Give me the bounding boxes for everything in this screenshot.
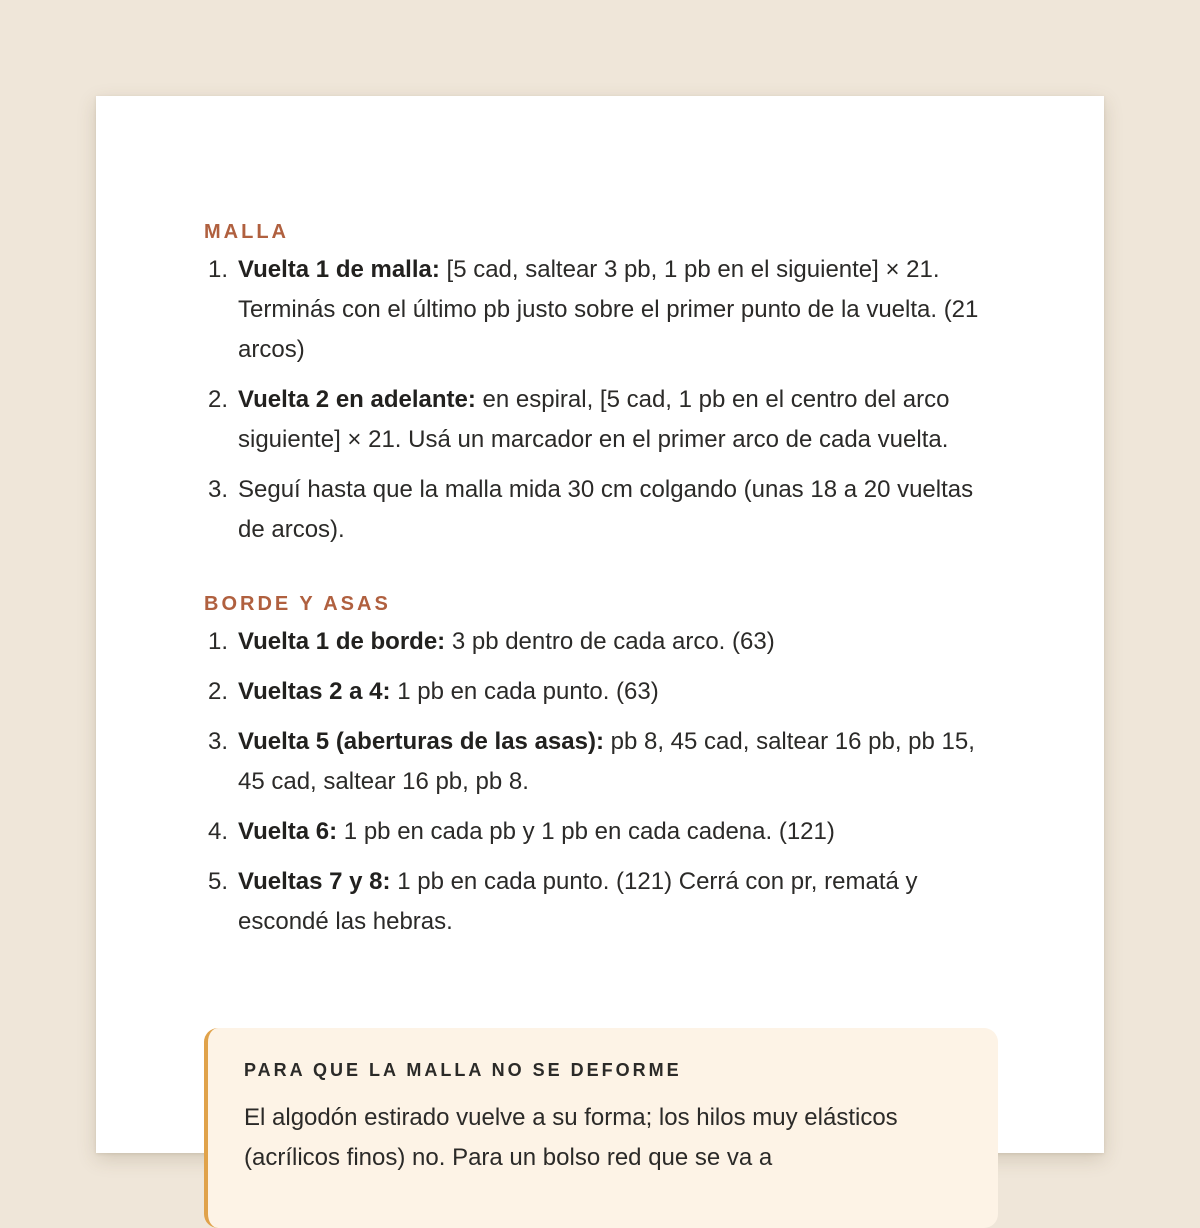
step-number: 1. [208, 628, 229, 655]
step-number: 2. [208, 386, 229, 413]
list-item [204, 812, 996, 852]
step-text: [5 cad, saltear 3 pb, 1 pb en el siguiente] × 21. Terminás con el último pb justo sobre el primer punto de la vuelta. (21 arcos) [238, 256, 979, 363]
step-text: 1 pb en cada pb y 1 pb en cada cadena. (121) [337, 818, 835, 845]
step-text: Seguí hasta que la malla mida 30 cm colgando (unas 18 a 20 vueltas de arcos). [238, 476, 974, 543]
list-item [204, 672, 996, 712]
step-text: 1 pb en cada punto. (63) [390, 678, 659, 705]
list-item [204, 722, 996, 802]
step-number: 3. [208, 476, 229, 503]
step-number: 3. [208, 728, 229, 755]
step-label: Vueltas 2 a 4: [238, 678, 391, 705]
tip-text: El algodón estirado vuelve a su forma; los hilos muy elásticos (acrílicos finos) no. Para un bolso red que se va a [244, 1104, 898, 1171]
step-label: Vuelta 1 de malla: [238, 256, 440, 283]
step-number: 1. [208, 256, 229, 283]
list-item [204, 622, 996, 662]
steps-list-borde-y-asas [204, 622, 996, 942]
step-text: en espiral, [5 cad, 1 pb en el centro del arco siguiente] × 21. Usá un marcador en el primer arco de cada vuelta. [238, 386, 950, 453]
list-item [204, 250, 996, 370]
list-item [204, 862, 996, 942]
document-page [96, 96, 1104, 1171]
step-label: Vuelta 5 (aberturas de las asas): [238, 728, 604, 755]
step-text: pb 8, 45 cad, saltear 16 pb, pb 15, 45 cad, saltear 16 pb, pb 8. [238, 728, 975, 795]
section-heading-malla: MALLA [204, 221, 289, 243]
list-item [204, 470, 996, 550]
list-item [204, 380, 996, 460]
pattern-content [204, 220, 996, 952]
tip-callout [204, 1028, 998, 1228]
step-label: Vuelta 1 de borde: [238, 628, 446, 655]
section-heading-borde-y-asas: BORDE Y ASAS [204, 593, 391, 615]
step-text: 3 pb dentro de cada arco. (63) [445, 628, 775, 655]
tip-title: PARA QUE LA MALLA NO SE DEFORME [244, 1060, 682, 1080]
steps-list-malla [204, 250, 996, 550]
step-label: Vuelta 6: [238, 818, 338, 845]
step-label: Vueltas 7 y 8: [238, 868, 391, 895]
step-label: Vuelta 2 en adelante: [238, 386, 476, 413]
step-number: 5. [208, 868, 229, 895]
step-number: 2. [208, 678, 229, 705]
step-number: 4. [208, 818, 229, 845]
step-text: 1 pb en cada punto. (121) Cerrá con pr, rematá y escondé las hebras. [238, 868, 918, 935]
